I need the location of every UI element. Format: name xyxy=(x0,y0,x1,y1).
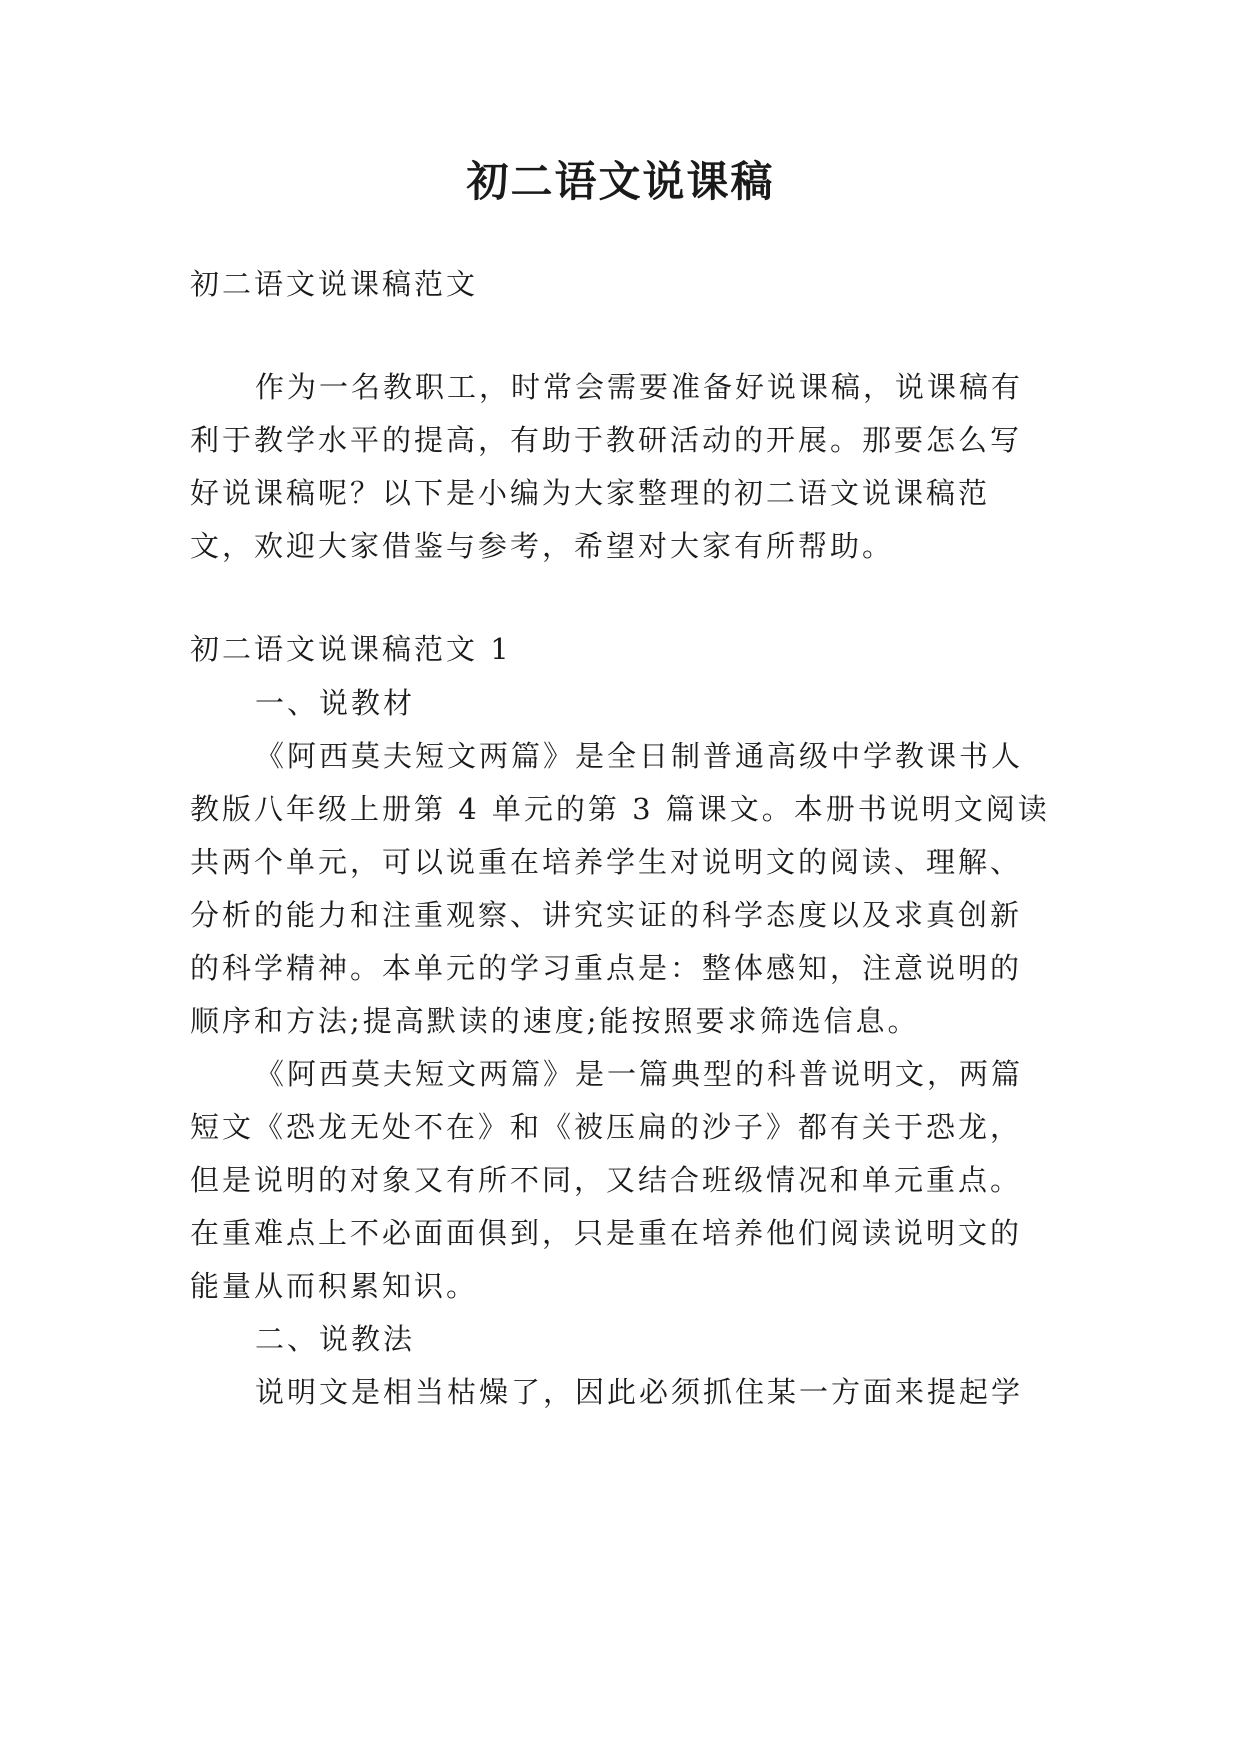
paragraph-line: 利于教学水平的提高，有助于教研活动的开展。那要怎么写 xyxy=(190,423,1023,457)
paragraph-line: 好说课稿呢？以下是小编为大家整理的初二语文说课稿范 xyxy=(190,476,991,510)
paragraph-line: 教版八年级上册第 4 单元的第 3 篇课文。本册书说明文阅读 xyxy=(190,792,1050,826)
paragraph-line: 的科学精神。本单元的学习重点是：整体感知，注意说明的 xyxy=(190,951,1023,985)
paragraph-line: 共两个单元，可以说重在培养学生对说明文的阅读、理解、 xyxy=(190,845,1023,879)
paragraph-line: 文，欢迎大家借鉴与参考，希望对大家有所帮助。 xyxy=(190,529,895,563)
section-title: 初二语文说课稿范文 1 xyxy=(190,632,512,666)
paragraph-line: 短文《恐龙无处不在》和《被压扁的沙子》都有关于恐龙， xyxy=(190,1110,1023,1144)
paragraph-line: 分析的能力和注重观察、讲究实证的科学态度以及求真创新 xyxy=(190,898,1023,932)
paragraph-line: 《阿西莫夫短文两篇》是一篇典型的科普说明文，两篇 xyxy=(255,1057,1024,1091)
paragraph-line: 《阿西莫夫短文两篇》是全日制普通高级中学教课书人 xyxy=(255,739,1024,773)
heading-teaching-material: 一、说教材 xyxy=(255,686,416,720)
paragraph-line: 但是说明的对象又有所不同，又结合班级情况和单元重点。 xyxy=(190,1163,1023,1197)
document-title: 初二语文说课稿 xyxy=(466,157,775,206)
paragraph-line: 在重难点上不必面面俱到，只是重在培养他们阅读说明文的 xyxy=(190,1216,1023,1250)
heading-teaching-method: 二、说教法 xyxy=(255,1322,416,1356)
paragraph-line: 说明文是相当枯燥了，因此必须抓住某一方面来提起学 xyxy=(255,1375,1024,1409)
paragraph-line: 作为一名教职工，时常会需要准备好说课稿，说课稿有 xyxy=(255,370,1024,404)
paragraph-line: 顺序和方法;提高默读的速度;能按照要求筛选信息。 xyxy=(190,1004,920,1038)
paragraph-line: 能量从而积累知识。 xyxy=(190,1269,479,1303)
document-subtitle: 初二语文说课稿范文 xyxy=(190,267,479,301)
